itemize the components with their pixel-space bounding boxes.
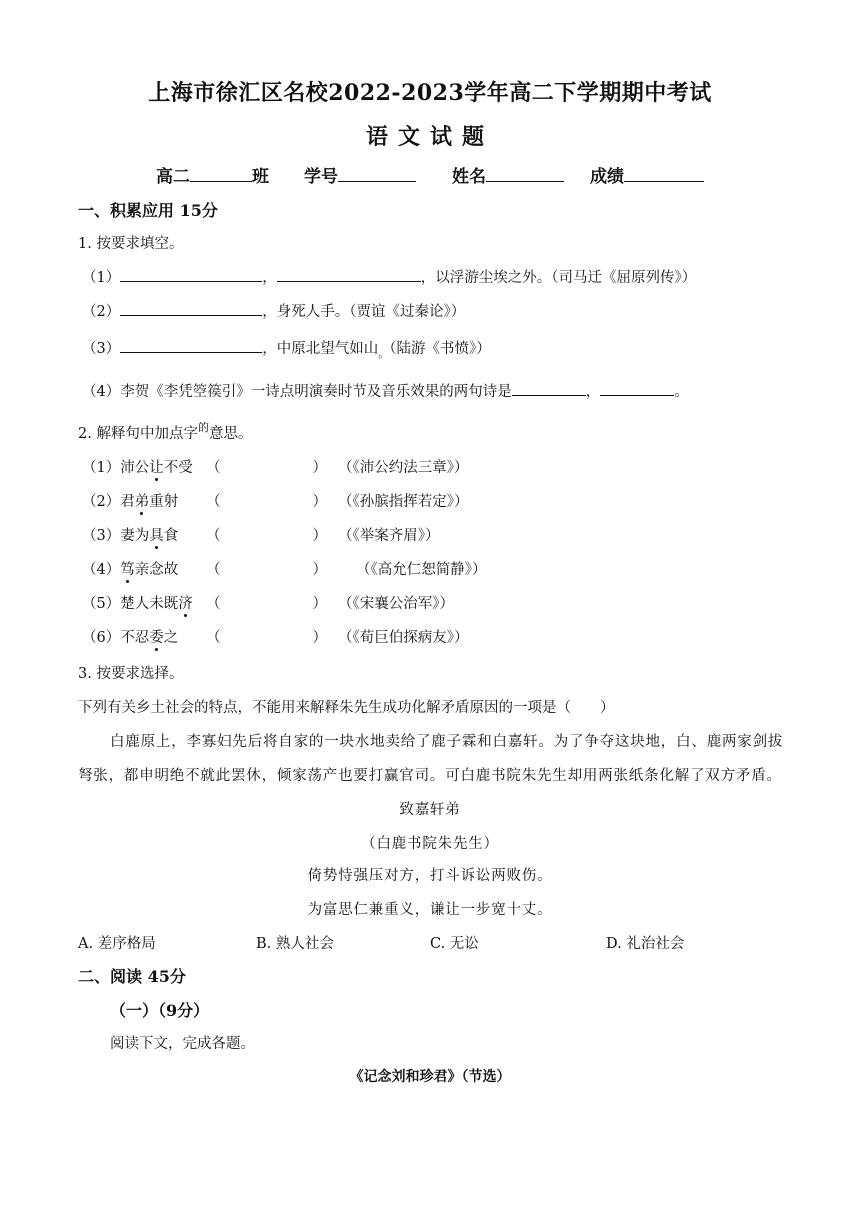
answer-blank[interactable]: （ ） [206, 494, 327, 510]
item-source: （《沛公约法三章》） [338, 460, 469, 476]
item-source: （《宋襄公治军》） [338, 596, 454, 612]
q2-prompt-superscript: 的 [197, 421, 209, 434]
q1-item-1: （1） ， ，以浮游尘埃之外。（司马迁《屈原列传》） [82, 266, 696, 287]
name-blank[interactable] [486, 167, 564, 182]
score-blank[interactable] [624, 167, 704, 182]
q2-item [82, 456, 193, 477]
item-phrase-pre: 不忍 [120, 630, 150, 646]
q3-passage-line-1: 白鹿原上，李寡妇先后将自家的一块水地卖给了鹿子霖和白嘉轩。为了争夺这块地，白、鹿两家剑拔 [110, 734, 784, 750]
letter-verse-1: 倚势恃强压对方，打斗诉讼两败伤。 [307, 868, 553, 884]
item-number: （1） [82, 270, 121, 286]
dotted-character: 笃 [120, 562, 135, 578]
item-number: （4） [82, 562, 121, 578]
fill-blank[interactable] [512, 381, 586, 396]
class-label: 班 [252, 167, 269, 187]
q2-item [82, 490, 178, 511]
option-d[interactable]: D. 礼治社会 [606, 936, 685, 952]
answer-blank[interactable]: （ ） [206, 562, 327, 578]
letter-sender: （白鹿书院朱先生） [361, 836, 499, 852]
q2-item [82, 592, 193, 613]
item-phrase-post: 重射 [149, 494, 179, 510]
item-number: （2） [82, 494, 121, 510]
option-c[interactable]: C. 无讼 [430, 936, 479, 952]
item-phrase-post: 之 [163, 630, 179, 646]
q1-item-2 [82, 300, 465, 321]
section-heading-2: 二、阅读 45分 [78, 967, 186, 986]
dotted-character: 让 [149, 460, 164, 476]
fill-blank[interactable] [120, 267, 262, 282]
item-source: （《荀巨伯探病友》） [338, 630, 469, 646]
item-source: （《高允仁恕简静》） [356, 562, 487, 578]
item-phrase-post: 不受 [163, 460, 193, 476]
score-label: 成绩 [590, 167, 624, 187]
grade-field [156, 162, 269, 187]
item-phrase-pre: 妻为 [120, 528, 150, 544]
class-blank[interactable] [190, 167, 252, 182]
item-source: （《举案齐眉》） [338, 528, 440, 544]
letter-verse-2: 为富思仁兼重义，谦让一步宽十丈。 [307, 902, 553, 918]
q2-item [82, 626, 178, 647]
answer-blank[interactable]: （ ） [206, 596, 327, 612]
dotted-character: 济 [178, 596, 193, 612]
fill-blank[interactable] [120, 338, 262, 353]
name-label: 姓名 [452, 167, 486, 187]
item-number: （5） [82, 596, 121, 612]
item-phrase-pre: 君 [120, 494, 135, 510]
q2-item [82, 524, 178, 545]
dotted-character: 具 [149, 528, 164, 544]
student-no-field [304, 162, 416, 187]
option-b[interactable]: B. 熟人社会 [256, 936, 334, 952]
item-number: （2） [82, 304, 121, 320]
item-phrase-pre: 沛公 [120, 460, 150, 476]
item-number: （6） [82, 630, 121, 646]
q1-prompt: 1. 按要求填空。 [78, 236, 184, 252]
fill-blank[interactable] [277, 267, 421, 282]
page-subtitle: 语文试题 [365, 124, 494, 150]
q3-prompt: 3. 按要求选择。 [78, 666, 184, 682]
item-text: ，中原北望气如山 [262, 341, 379, 357]
fill-blank[interactable] [120, 301, 262, 316]
item-phrase-post: 食 [163, 528, 179, 544]
fill-blank[interactable] [600, 381, 674, 396]
reading-instruction: 阅读下文，完成各题。 [110, 1036, 255, 1052]
q2-item [82, 558, 178, 579]
item-source: （陆游《书愤》） [389, 341, 491, 357]
item-text: ，以浮游尘埃之外。（司马迁《屈原列传》） [420, 270, 697, 286]
dotted-character: 弟 [134, 494, 150, 510]
section-heading-1: 一、积累应用 15分 [78, 201, 218, 220]
item-number: （1） [82, 460, 121, 476]
article-title: 《记念刘和珍君》（节选） [349, 1069, 511, 1085]
answer-blank[interactable]: （ ） [206, 460, 327, 476]
item-number: （4） [82, 384, 121, 400]
option-a[interactable]: A. 差序格局 [78, 936, 156, 952]
q3-question: 下列有关乡土社会的特点，不能用来解释朱先生成功化解矛盾原因的一项是（ ） [78, 700, 615, 716]
page-title: 上海市徐汇区名校2022-2023学年高二下学期期中考试 [148, 80, 712, 106]
item-end-mark: 。 [674, 384, 689, 400]
q2-prompt-text: 2. 解释句中加点字 [78, 426, 198, 442]
item-source: （《孙膑指挥若定》） [338, 494, 469, 510]
student-no-label: 学号 [304, 167, 338, 187]
item-number: （3） [82, 341, 121, 357]
item-text: 李贺《李凭箜篌引》一诗点明演奏时节及音乐效果的两句诗是 [120, 384, 512, 400]
score-field [590, 162, 704, 187]
dotted-character: 委 [149, 630, 164, 646]
answer-blank[interactable]: （ ） [206, 630, 327, 646]
q3-passage-line-2: 弩张，都申明绝不就此罢休，倾家荡产也要打赢官司。可白鹿书院朱先生却用两张纸条化解了双方矛盾。 [78, 768, 782, 784]
letter-recipient: 致嘉轩弟 [399, 802, 461, 818]
q2-prompt [78, 422, 252, 443]
answer-blank[interactable]: （ ） [206, 528, 327, 544]
item-phrase-pre: 楚人未既 [120, 596, 179, 612]
grade-label: 高二 [156, 167, 190, 187]
item-phrase-post: 亲念故 [134, 562, 179, 578]
q1-item-4: （4）李贺《李凭箜篌引》一诗点明演奏时节及音乐效果的两句诗是 ， 。 [82, 380, 689, 401]
q2-prompt-text-end: 意思。 [208, 426, 253, 442]
subsection-heading: （一）（9分） [110, 1001, 210, 1020]
q1-item-3: （3） ，中原北望气如山$_。$（陆游《书愤》） [82, 337, 491, 358]
item-number: （3） [82, 528, 121, 544]
name-field [452, 162, 564, 187]
item-text: ，身死人手。（贾谊《过秦论》） [262, 304, 466, 320]
student-no-blank[interactable] [338, 167, 416, 182]
